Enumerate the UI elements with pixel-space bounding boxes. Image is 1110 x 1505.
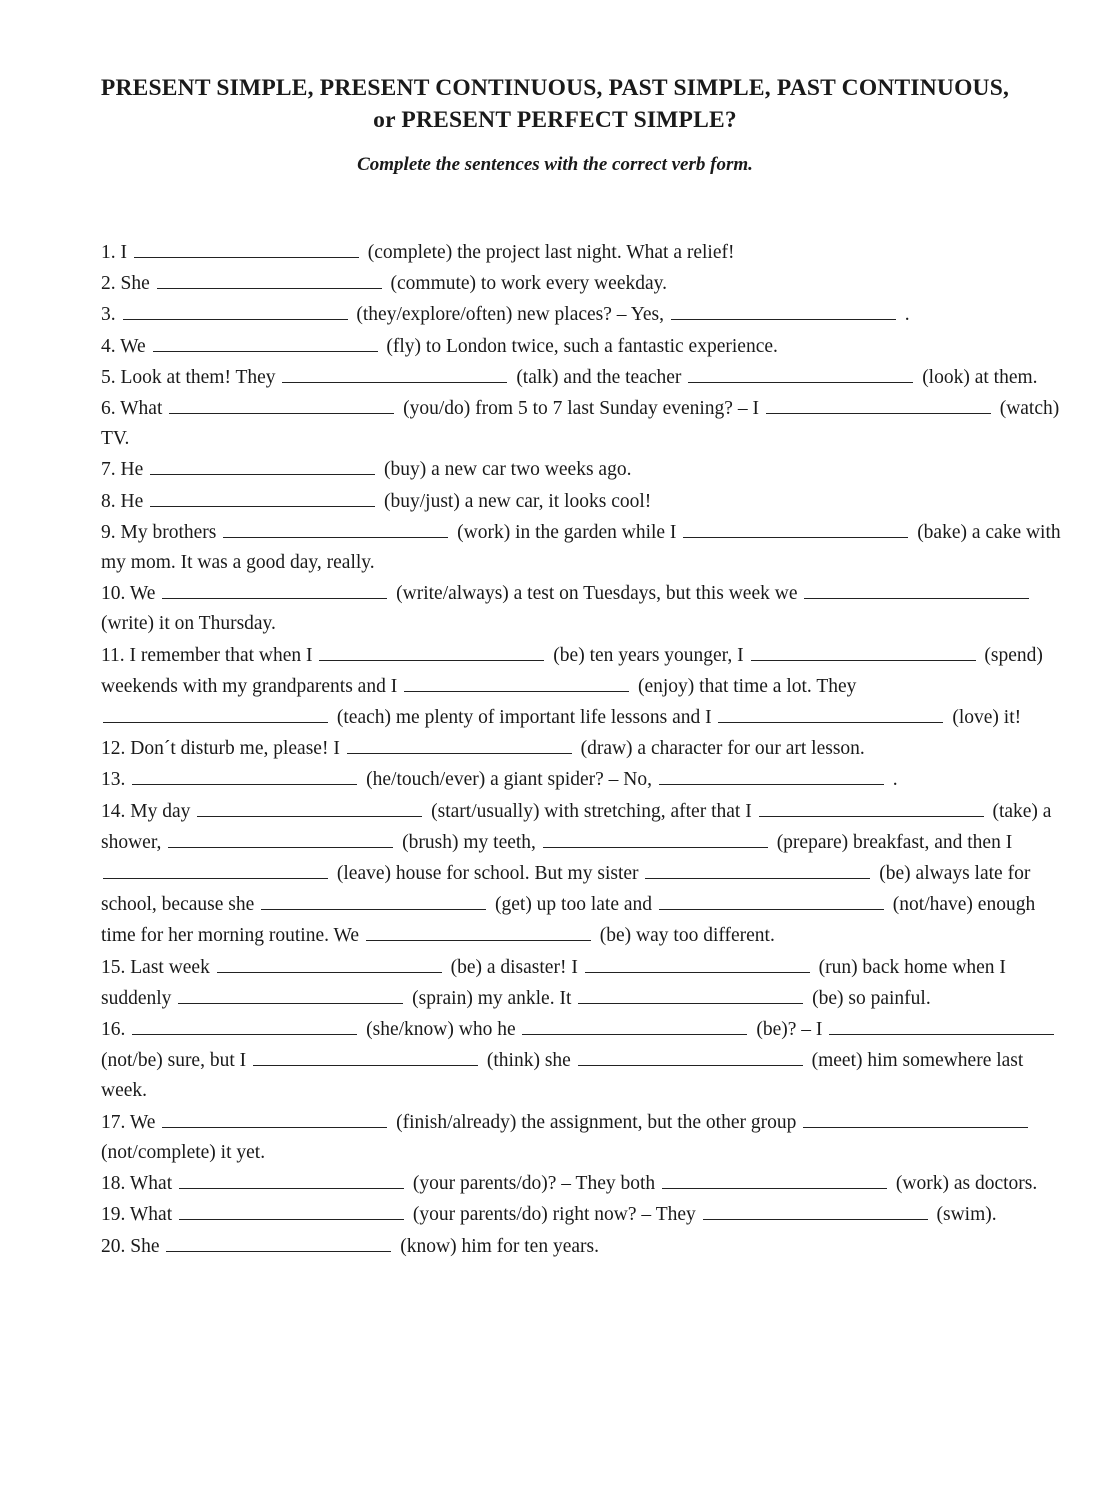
answer-blank[interactable] xyxy=(168,827,393,848)
exercise-text: . xyxy=(892,769,898,791)
exercise-text: (he/touch/ever) a giant spider? – No, xyxy=(366,769,653,791)
exercise-number: 1. xyxy=(101,242,121,263)
exercise-text: (spend) weekends with my grandparents and I xyxy=(101,644,1043,697)
exercise-text: (buy) a new car two weeks ago. xyxy=(384,459,632,481)
exercise-text: (teach) me plenty of important life lessons and I xyxy=(336,707,712,729)
exercise-number: 3. xyxy=(101,304,121,326)
exercise-text: (you/do) from 5 to 7 last Sunday evening? – I xyxy=(403,398,759,420)
answer-blank[interactable] xyxy=(166,1231,391,1252)
exercise-number: 18. xyxy=(101,1173,130,1195)
worksheet-title xyxy=(0,72,1110,136)
exercise-text: (be) so painful. xyxy=(812,987,931,1009)
exercise-text: (complete) the project last night. What a relief! xyxy=(367,242,735,263)
exercise-number: 6. xyxy=(101,398,121,420)
answer-blank[interactable] xyxy=(103,702,328,723)
answer-blank[interactable] xyxy=(404,671,629,692)
answer-blank[interactable] xyxy=(578,983,803,1004)
exercise-text: My day xyxy=(130,800,191,822)
answer-blank[interactable] xyxy=(751,640,976,661)
exercise-number: 13. xyxy=(101,769,131,791)
answer-blank[interactable] xyxy=(585,952,810,973)
exercise-text: She xyxy=(120,273,150,295)
answer-blank[interactable] xyxy=(366,920,591,941)
answer-blank[interactable] xyxy=(718,702,943,723)
exercise-number: 15. xyxy=(101,956,131,978)
exercise-19 xyxy=(101,1199,1061,1230)
answer-blank[interactable] xyxy=(282,362,507,383)
answer-blank[interactable] xyxy=(103,858,328,879)
exercise-text: (swim). xyxy=(936,1204,997,1226)
exercise-15 xyxy=(101,952,1061,1014)
exercise-text: (talk) and the teacher xyxy=(516,366,682,388)
answer-blank[interactable] xyxy=(659,764,884,785)
exercise-4 xyxy=(101,331,1061,362)
answer-blank[interactable] xyxy=(223,517,448,538)
exercise-text: We xyxy=(129,583,156,605)
exercise-text: Don´t disturb me, please! I xyxy=(130,738,340,760)
exercise-text: (prepare) breakfast, and then I xyxy=(776,831,1013,853)
exercise-text: (work) in the garden while I xyxy=(457,521,677,543)
exercise-text: She xyxy=(130,1235,160,1257)
answer-blank[interactable] xyxy=(688,362,913,383)
answer-blank[interactable] xyxy=(543,827,768,848)
answer-blank[interactable] xyxy=(134,237,359,258)
answer-blank[interactable] xyxy=(179,1168,404,1189)
exercise-number: 16. xyxy=(101,1019,131,1041)
answer-blank[interactable] xyxy=(703,1199,928,1220)
answer-blank[interactable] xyxy=(671,299,896,320)
exercise-1 xyxy=(101,237,1061,268)
exercise-text: What xyxy=(120,398,163,420)
exercise-text: (your parents/do)? – They both xyxy=(412,1173,656,1195)
answer-blank[interactable] xyxy=(803,1107,1028,1128)
exercise-2 xyxy=(101,268,1061,299)
exercise-number: 10. xyxy=(101,583,130,605)
exercise-6 xyxy=(101,393,1061,454)
exercise-7 xyxy=(101,454,1061,485)
answer-blank[interactable] xyxy=(522,1014,747,1035)
exercise-text: My brothers xyxy=(120,521,217,543)
exercise-text: (they/explore/often) new places? – Yes, xyxy=(356,304,664,326)
exercise-text: (love) it! xyxy=(952,707,1022,729)
exercise-text: He xyxy=(120,490,144,512)
exercise-text: (draw) a character for our art lesson. xyxy=(580,738,865,760)
answer-blank[interactable] xyxy=(169,393,394,414)
exercise-text: (leave) house for school. But my sister xyxy=(336,863,639,885)
exercise-16 xyxy=(101,1014,1061,1107)
answer-blank[interactable] xyxy=(150,486,375,507)
answer-blank[interactable] xyxy=(829,1014,1054,1035)
exercise-text: Look at them! They xyxy=(120,366,276,388)
exercise-9 xyxy=(101,517,1061,578)
exercise-number: 9. xyxy=(101,521,121,543)
exercise-13 xyxy=(101,764,1061,795)
answer-blank[interactable] xyxy=(766,393,991,414)
exercise-text: (fly) to London twice, such a fantastic experience. xyxy=(386,335,778,357)
exercise-text: (buy/just) a new car, it looks cool! xyxy=(384,490,652,512)
exercise-text: (not/have) enough time for her morning routine. We xyxy=(101,894,1036,947)
instruction: Complete the sentences with the correct verb form. xyxy=(357,154,753,175)
answer-blank[interactable] xyxy=(578,1045,803,1066)
exercise-text: We xyxy=(120,335,146,357)
exercise-text: (not/complete) it yet. xyxy=(101,1141,266,1163)
answer-blank[interactable] xyxy=(319,640,544,661)
exercise-text: (work) as doctors. xyxy=(895,1173,1038,1195)
exercise-11 xyxy=(101,640,1061,734)
exercise-number: 8. xyxy=(101,490,121,512)
exercise-text: (your parents/do) right now? – They xyxy=(412,1204,696,1226)
exercise-text: (write) it on Thursday. xyxy=(101,613,276,635)
answer-blank[interactable] xyxy=(178,983,403,1004)
answer-blank[interactable] xyxy=(261,889,486,910)
exercise-number: 12. xyxy=(101,738,131,760)
exercise-text: (she/know) who he xyxy=(366,1019,516,1041)
exercise-number: 14. xyxy=(101,800,131,822)
exercise-text: I remember that when I xyxy=(129,644,313,666)
exercise-text: (be) way too different. xyxy=(599,925,775,947)
answer-blank[interactable] xyxy=(759,796,984,817)
exercise-text: What xyxy=(129,1204,173,1226)
exercise-8 xyxy=(101,486,1061,517)
exercise-text: (be) always late for school, because she xyxy=(101,863,1031,916)
answer-blank[interactable] xyxy=(153,331,378,352)
title-line-1: PRESENT SIMPLE, PRESENT CONTINUOUS, PAST SIMPLE, PAST CONTINUOUS, xyxy=(100,75,1010,101)
answer-blank[interactable] xyxy=(132,764,357,785)
exercise-text: (run) back home when I suddenly xyxy=(101,956,1006,1009)
exercise-text: (write/always) a test on Tuesdays, but this week we xyxy=(396,583,798,605)
exercise-list xyxy=(101,237,1061,1262)
answer-blank[interactable] xyxy=(659,889,884,910)
exercise-number: 19. xyxy=(101,1204,130,1226)
answer-blank[interactable] xyxy=(253,1045,478,1066)
exercise-text: (be) a disaster! I xyxy=(450,956,578,978)
answer-blank[interactable] xyxy=(804,578,1029,599)
exercise-5 xyxy=(101,362,1061,393)
answer-blank[interactable] xyxy=(132,1014,357,1035)
exercise-number: 2. xyxy=(101,273,121,295)
exercise-text: I xyxy=(120,242,127,263)
exercise-text: (meet) him somewhere last week. xyxy=(101,1050,1024,1102)
exercise-3 xyxy=(101,299,1061,330)
exercise-18 xyxy=(101,1168,1061,1199)
exercise-14 xyxy=(101,796,1061,952)
exercise-number: 5. xyxy=(101,366,121,388)
exercise-text: (brush) my teeth, xyxy=(402,831,536,853)
exercise-10 xyxy=(101,578,1061,639)
exercise-text: (start/usually) with stretching, after that I xyxy=(431,800,752,822)
exercise-number: 20. xyxy=(101,1235,131,1257)
exercise-number: 11. xyxy=(101,644,130,666)
title-line-2: or PRESENT PERFECT SIMPLE? xyxy=(373,107,737,133)
answer-blank[interactable] xyxy=(150,454,375,475)
exercise-text: (commute) to work every weekday. xyxy=(390,273,668,295)
answer-blank[interactable] xyxy=(123,299,348,320)
exercise-text: We xyxy=(129,1111,156,1133)
exercise-17 xyxy=(101,1107,1061,1168)
exercise-text: (not/be) sure, but I xyxy=(101,1050,247,1072)
answer-blank[interactable] xyxy=(157,268,382,289)
answer-blank[interactable] xyxy=(645,858,870,879)
exercise-20 xyxy=(101,1231,1061,1262)
exercise-text: (be) ten years younger, I xyxy=(553,644,744,666)
exercise-text: (watch) TV. xyxy=(101,398,1060,450)
exercise-text: (know) him for ten years. xyxy=(400,1235,599,1257)
exercise-text: (enjoy) that time a lot. They xyxy=(637,675,857,697)
exercise-12 xyxy=(101,733,1061,764)
exercise-text: Last week xyxy=(130,956,210,978)
exercise-text: (sprain) my ankle. It xyxy=(412,987,572,1009)
answer-blank[interactable] xyxy=(162,578,387,599)
answer-blank[interactable] xyxy=(347,733,572,754)
exercise-text: (finish/already) the assignment, but the other group xyxy=(396,1111,797,1133)
exercise-text: (think) she xyxy=(486,1050,571,1072)
exercise-text: (get) up too late and xyxy=(495,894,653,916)
answer-blank[interactable] xyxy=(217,952,442,973)
answer-blank[interactable] xyxy=(662,1168,887,1189)
answer-blank[interactable] xyxy=(197,796,422,817)
exercise-text: . xyxy=(904,304,910,326)
exercise-text: What xyxy=(129,1173,173,1195)
exercise-number: 4. xyxy=(101,335,121,357)
answer-blank[interactable] xyxy=(179,1199,404,1220)
answer-blank[interactable] xyxy=(683,517,908,538)
exercise-number: 17. xyxy=(101,1111,130,1133)
exercise-text: He xyxy=(120,459,144,481)
answer-blank[interactable] xyxy=(162,1107,387,1128)
exercise-text: (bake) a cake with my mom. It was a good day, really. xyxy=(101,521,1061,574)
exercise-number: 7. xyxy=(101,459,121,481)
exercise-text: (look) at them. xyxy=(922,366,1038,388)
exercise-text: (be)? – I xyxy=(756,1019,823,1041)
exercise-text: (take) a shower, xyxy=(101,800,1052,853)
